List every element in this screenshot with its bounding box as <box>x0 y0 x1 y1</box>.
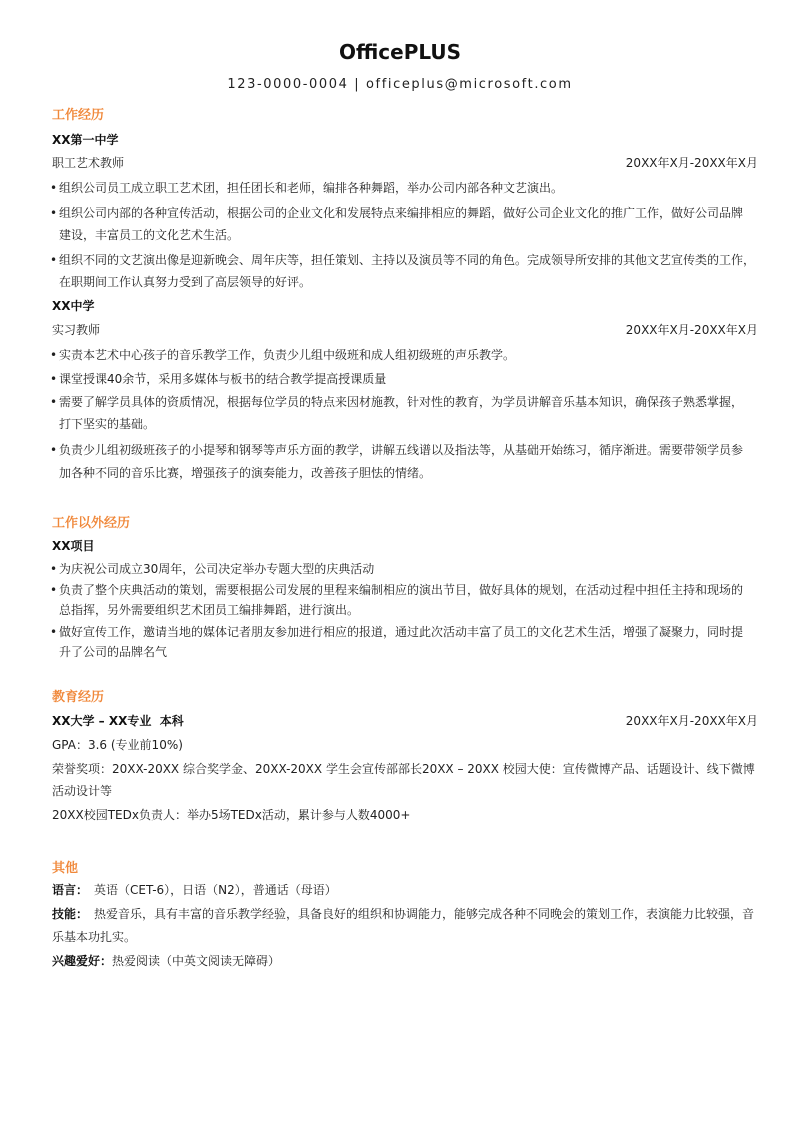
job-bullet-continued: 在职期间工作认真努力受到了高层领导的好评。 <box>59 275 312 289</box>
job-bullet: 实责本艺术中心孩子的音乐教学工作，负责少儿组中级班和成人组初级班的声乐教学。 <box>59 348 516 362</box>
school-degree: XX大学 – XX专业 本科 <box>52 714 184 728</box>
honors-line: 荣誉奖项：20XX-20XX 综合奖学金、20XX-20XX 学生会宣传部部长20XX – 20XX 校园大使：宣传微博产品、话题设计、线下微博 <box>52 762 755 776</box>
education-date: 20XX年X月-20XX年X月 <box>625 714 758 728</box>
skills-value-continued: 乐基本功扎实。 <box>52 930 137 944</box>
project-bullet: 做好宣传工作，邀请当地的媒体记者朋友参加进行相应的报道，通过此次活动丰富了员工的文化艺术生活，增强了凝聚力，同时提 <box>59 625 744 639</box>
job-org: XX中学 <box>52 299 95 313</box>
bullet-dot: • <box>50 181 58 195</box>
bullet-dot: • <box>50 372 58 386</box>
project-bullet-continued: 总指挥，另外需要组织艺术团员工编排舞蹈，进行演出。 <box>59 603 360 617</box>
job-bullet: 组织公司内部的各种宣传活动，根据公司的企业文化和发展特点来编排相应的舞蹈，做好公司企业文化的推广工作，做好公司品牌 <box>59 206 744 220</box>
project-bullet-continued: 升了公司的品牌名气 <box>59 645 168 659</box>
bullet-dot: • <box>50 395 58 409</box>
section-title-work: 工作经历 <box>52 108 105 123</box>
job-date: 20XX年X月-20XX年X月 <box>625 323 758 337</box>
language-label: 语言： <box>52 883 89 897</box>
job-bullet: 组织公司员工成立职工艺术团，担任团长和老师，编排各种舞蹈，举办公司内部各种文艺演出。 <box>59 181 564 195</box>
job-bullet-continued: 建设，丰富员工的文化艺术生活。 <box>59 228 240 242</box>
project-bullet: 负责了整个庆典活动的策划，需要根据公司发展的里程来编制相应的演出节目，做好具体的规划，在活动过程中担任主持和现场的 <box>59 583 744 597</box>
bullet-dot: • <box>50 253 58 267</box>
hobby-label: 兴趣爱好： <box>52 954 113 968</box>
candidate-name: OfficePLUS <box>338 40 462 64</box>
job-bullet: 负责少儿组初级班孩子的小提琴和钢琴等声乐方面的教学，讲解五线谱以及指法等，从基础开始练习，循序渐进。需要带领学员参 <box>59 443 744 457</box>
job-date: 20XX年X月-20XX年X月 <box>625 156 758 170</box>
job-bullet-continued: 打下坚实的基础。 <box>59 417 156 431</box>
section-title-education: 教育经历 <box>52 690 105 705</box>
contact-line: 123-0000-0004 | officeplus@microsoft.com <box>227 77 573 92</box>
bullet-dot: • <box>50 583 58 597</box>
job-role: 实习教师 <box>52 323 101 337</box>
honors-line-continued: 活动设计等 <box>52 784 113 798</box>
job-role: 职工艺术教师 <box>52 156 125 170</box>
hobby-row <box>52 953 760 969</box>
project-bullet: 为庆祝公司成立30周年，公司决定举办专题大型的庆典活动 <box>59 562 375 576</box>
job-bullet: 课堂授课40余节，采用多媒体与板书的结合教学提高授课质量 <box>59 372 387 386</box>
language-value: 英语（CET-6），日语（N2），普通话（母语） <box>94 883 337 897</box>
project-title: XX项目 <box>52 539 95 553</box>
gpa-line: GPA：3.6 (专业前10%) <box>52 738 183 752</box>
bullet-dot: • <box>50 206 58 220</box>
section-title-other: 其他 <box>52 861 79 876</box>
bullet-dot: • <box>50 562 58 576</box>
language-row <box>52 882 760 898</box>
tedx-line: 20XX校园TEDx负责人：举办5场TEDx活动，累计参与人数4000+ <box>52 808 411 822</box>
bullet-dot: • <box>50 348 58 362</box>
skills-value: 热爱音乐，具有丰富的音乐教学经验，具备良好的组织和协调能力，能够完成各种不同晚会的策划工作，表演能力比较强，音 <box>94 907 755 921</box>
job-org: XX第一中学 <box>52 133 119 147</box>
skills-row <box>52 906 760 922</box>
bullet-dot: • <box>50 443 58 457</box>
job-bullet: 组织不同的文艺演出像是迎新晚会、周年庆等，担任策划、主持以及演员等不同的角色。完成领导所安排的其他文艺宣传类的工作， <box>59 253 756 267</box>
job-bullet: 需要了解学员具体的资质情况，根据每位学员的特点来因材施教，针对性的教育，为学员讲解音乐基本知识，确保孩子熟悉掌握， <box>59 395 744 409</box>
bullet-dot: • <box>50 625 58 639</box>
skills-label: 技能： <box>52 907 89 921</box>
hobby-value: 热爱阅读（中英文阅读无障碍） <box>112 954 281 968</box>
job-bullet-continued: 加各种不同的音乐比赛，增强孩子的演奏能力，改善孩子胆怯的情绪。 <box>59 466 432 480</box>
section-title-extra: 工作以外经历 <box>52 516 131 531</box>
